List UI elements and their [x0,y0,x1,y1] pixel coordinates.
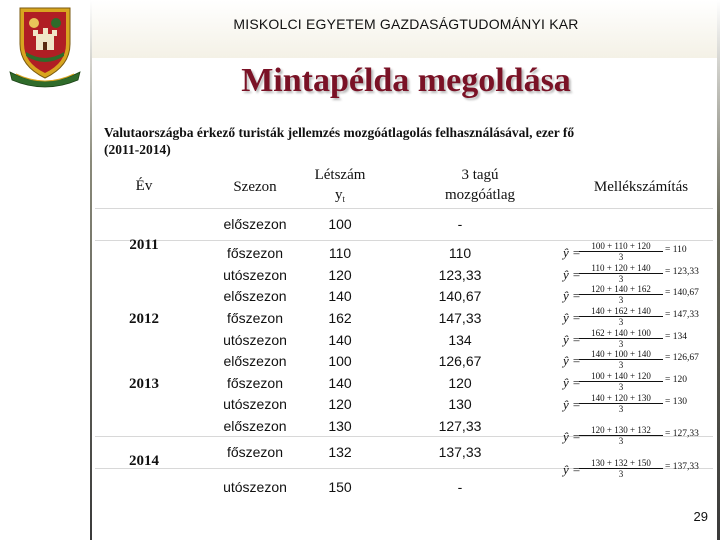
formula-result: = 134 [665,332,687,342]
header-count-symbol-line [310,185,370,209]
subtitle-line-1: Valutaországba érkező turisták jellemzés mozgóátlagolás felhasználásával, ezer fő [104,125,575,140]
formula-numerator: 140 + 162 + 140 [579,306,663,317]
formula-result: = 147,33 [665,310,699,320]
formula-lhs: ŷ = [563,332,581,347]
formula-denominator: 3 [618,436,624,446]
formula-numerator: 110 + 120 + 140 [579,263,663,274]
moving-average-formula [563,349,713,371]
header-count-symbol: y [334,187,343,203]
formula-fraction [579,284,663,306]
formula-fraction [579,349,663,371]
header-separator [95,208,713,209]
formula-result: = 127,33 [665,429,699,439]
formula-fraction [579,241,663,263]
table-row [200,308,540,330]
formula-denominator: 3 [618,360,624,370]
header-calculations: Mellékszámítás [593,179,689,195]
formula-denominator: 3 [618,274,624,284]
season-cell: főszezon [226,245,284,261]
table-row [200,265,540,287]
count-cell: 140 [328,288,352,304]
table-row [200,394,540,416]
formula-denominator: 3 [618,252,624,262]
formula-lhs: ŷ = [563,397,581,412]
moving-average-cell: 140,67 [438,288,482,304]
moving-average-cell: 134 [448,332,472,348]
moving-average-cell: 147,33 [438,310,482,326]
year-label: 2012 [129,311,159,327]
moving-average-formula [563,263,713,285]
moving-average-cell: 127,33 [438,418,482,434]
header-count-subscript: t [342,194,345,204]
formula-fraction [579,458,663,480]
header-count [310,165,370,209]
moving-average-cell: 110 [448,245,472,261]
formula-numerator: 100 + 140 + 120 [579,371,663,382]
formula-denominator: 3 [618,295,624,305]
formula-fraction [579,425,663,447]
formula-result: = 123,33 [665,267,699,277]
moving-average-formula [563,425,713,447]
formula-result: = 126,67 [665,353,699,363]
formula-numerator: 140 + 120 + 130 [579,393,663,404]
season-cell: utószezon [223,267,287,283]
formula-lhs: ŷ = [563,462,581,477]
count-cell: 100 [328,353,352,369]
season-cell: előszezon [223,288,287,304]
count-cell: 120 [328,396,352,412]
formula-denominator: 3 [618,382,624,392]
formula-result: = 110 [665,245,687,255]
slide-subtitle [104,124,694,158]
formula-denominator: 3 [618,339,624,349]
moving-average-formula [563,241,713,263]
moving-average-cell: 120 [448,375,472,391]
formula-lhs: ŷ = [563,353,581,368]
moving-average-cell: 123,33 [438,267,482,283]
table-row [200,477,540,499]
formula-result: = 137,33 [665,462,699,472]
formula-numerator: 130 + 132 + 150 [579,458,663,469]
formula-fraction [579,393,663,415]
count-cell: 140 [328,375,352,391]
count-cell: 120 [328,267,352,283]
moving-average-formula [563,371,713,393]
moving-average-formula [563,306,713,328]
formula-fraction [579,263,663,285]
formula-lhs: ŷ = [563,375,581,390]
formula-lhs: ŷ = [563,310,581,325]
season-cell: utószezon [223,332,287,348]
formula-lhs: ŷ = [563,288,581,303]
formula-lhs: ŷ = [563,245,581,260]
header-moving-average [400,165,560,205]
season-cell: utószezon [223,479,287,495]
formula-lhs: ŷ = [563,267,581,282]
formula-fraction [579,306,663,328]
moving-average-formula [563,393,713,415]
year-label: 2011 [129,237,159,253]
university-crest-logo [6,4,84,88]
count-cell: 100 [328,216,352,232]
table-row [200,442,540,464]
table-row [200,330,540,352]
moving-average-cell: 130 [448,396,472,412]
season-cell: főszezon [226,375,284,391]
slide-title: Mintapélda megoldása [241,62,571,99]
formula-fraction [579,371,663,393]
moving-average-formula [563,284,713,306]
count-cell: 140 [328,332,352,348]
formula-fraction [579,328,663,350]
formula-numerator: 120 + 130 + 132 [579,425,663,436]
season-cell: főszezon [226,444,284,460]
subtitle-line-2: (2011-2014) [104,142,171,157]
formula-numerator: 120 + 140 + 162 [579,284,663,295]
formula-result: = 130 [665,397,687,407]
season-cell: előszezon [223,216,287,232]
count-cell: 150 [328,479,352,495]
count-cell: 162 [328,310,352,326]
formula-denominator: 3 [618,469,624,479]
moving-average-formula [563,458,713,480]
header-count-label: Létszám [314,167,366,183]
header-year: Év [135,178,153,194]
formula-denominator: 3 [618,317,624,327]
table-row [200,373,540,395]
formula-numerator: 100 + 110 + 120 [579,241,663,252]
header-season: Szezon [233,179,277,195]
moving-average-cell: - [457,479,463,495]
moving-average-cell: - [457,216,463,232]
year-label: 2013 [129,376,159,392]
formula-lhs: ŷ = [563,429,581,444]
table-row [200,351,540,373]
season-cell: főszezon [226,310,284,326]
header-avg-line-1: 3 tagú [461,167,499,183]
count-cell: 132 [328,444,352,460]
count-cell: 110 [328,245,352,261]
institution-header: MISKOLCI EGYETEM GAZDASÁGTUDOMÁNYI KAR [233,16,579,32]
page-number: 29 [693,509,708,524]
header-avg-line-2: mozgóátlag [445,187,515,203]
formula-result: = 120 [665,375,687,385]
year-label: 2014 [129,453,159,469]
moving-average-formula [563,328,713,350]
formula-denominator: 3 [618,404,624,414]
table-row [200,214,540,236]
formula-result: = 140,67 [665,288,699,298]
moving-average-cell: 126,67 [438,353,482,369]
season-cell: előszezon [223,418,287,434]
table-row [200,243,540,265]
formula-numerator: 162 + 140 + 100 [579,328,663,339]
season-cell: utószezon [223,396,287,412]
count-cell: 130 [328,418,352,434]
table-row [200,416,540,438]
table-row [200,286,540,308]
season-cell: előszezon [223,353,287,369]
moving-average-cell: 137,33 [438,444,482,460]
formula-numerator: 140 + 100 + 140 [579,349,663,360]
